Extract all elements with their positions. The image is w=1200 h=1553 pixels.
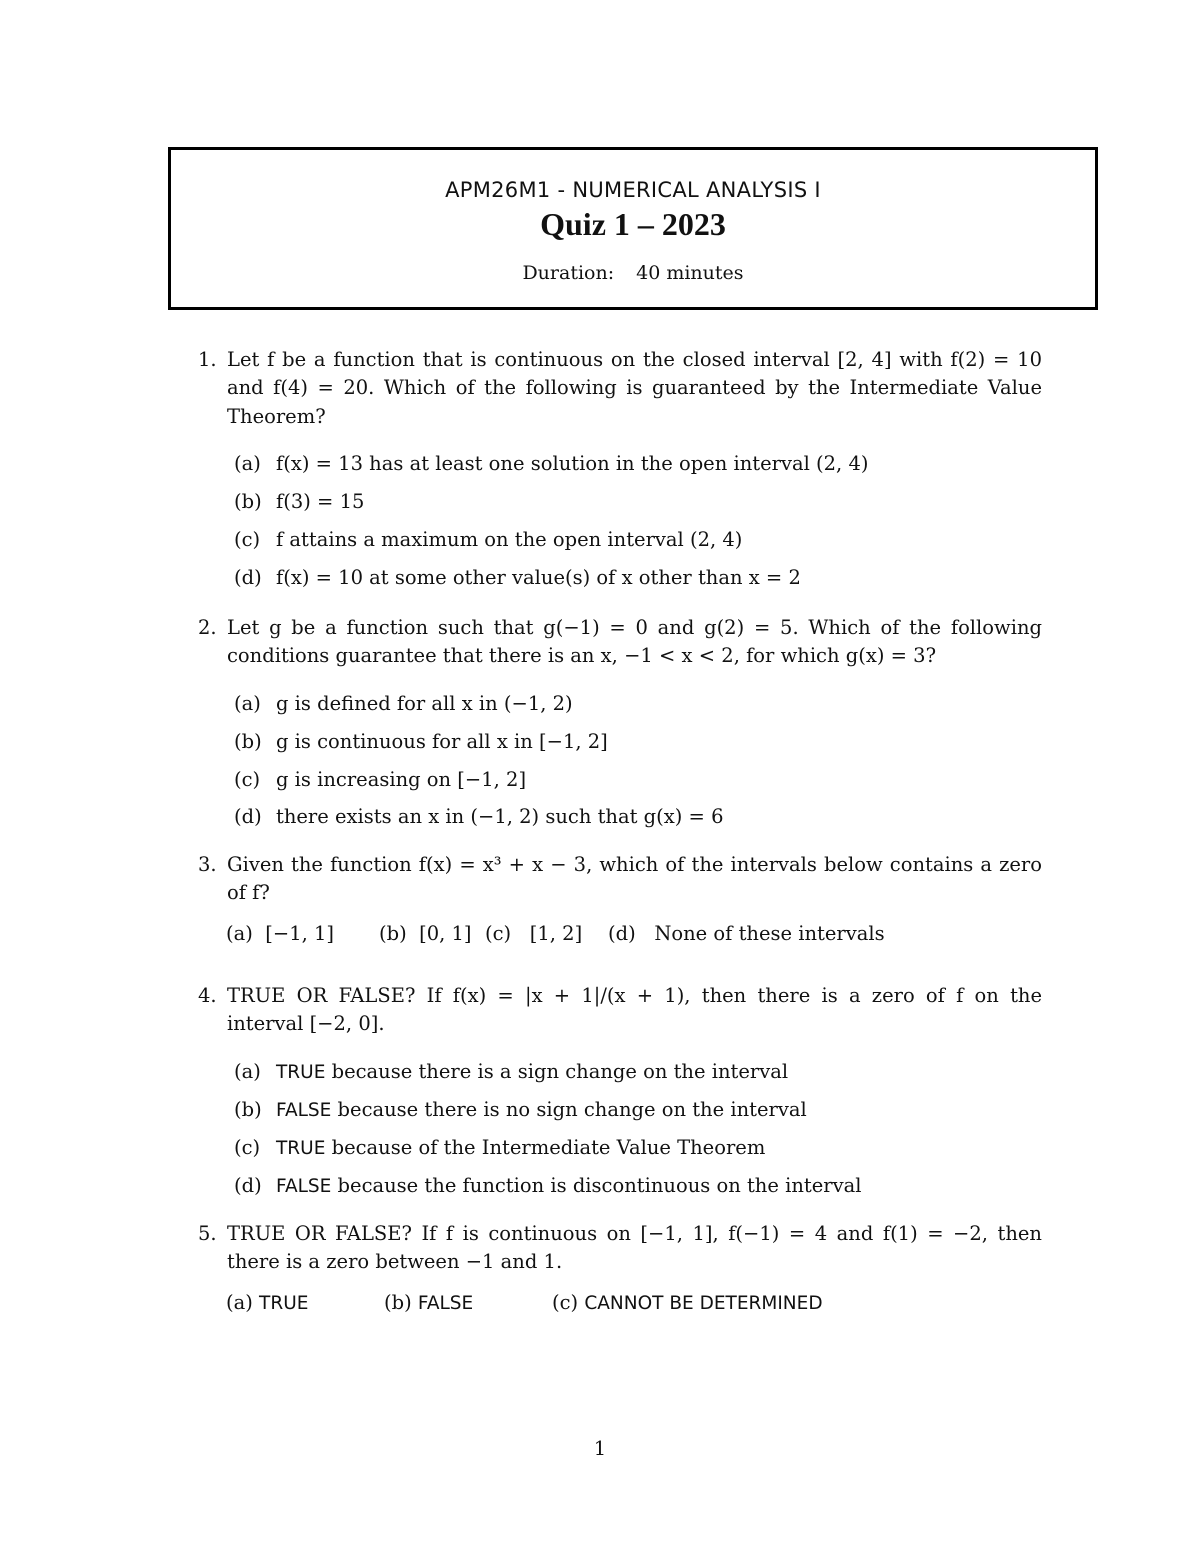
option-label: (d)	[234, 566, 262, 589]
option-a	[234, 1058, 788, 1087]
option-label: (a)	[226, 922, 253, 945]
option-text: None of these intervals	[654, 922, 885, 945]
option-label: (b)	[234, 730, 262, 753]
question-number: 3.	[198, 853, 217, 876]
option-text: because there is no sign change on the interval	[337, 1098, 807, 1121]
question-number: 2.	[198, 616, 217, 639]
question-text-line: conditions guarantee that there is an x, −1 < x < 2, for which g(x) = 3?	[227, 644, 937, 667]
option-keyword: TRUE	[276, 1062, 326, 1083]
option-text: there exists an x in (−1, 2) such that g(x) = 6	[276, 805, 724, 828]
option-a	[226, 920, 379, 949]
page-number: 1	[593, 1437, 607, 1460]
option-label: (b)	[384, 1291, 412, 1314]
option-keyword: FALSE	[276, 1176, 332, 1197]
question-number: 5.	[198, 1222, 217, 1245]
option-text: [1, 2]	[529, 922, 583, 945]
option-keyword: TRUE	[276, 1138, 326, 1159]
option-b	[384, 1289, 552, 1319]
option-c	[485, 920, 608, 949]
question-number: 4.	[198, 984, 217, 1007]
option-c	[234, 1134, 765, 1163]
question-text-line: TRUE OR FALSE? If f(x) = |x + 1|/(x + 1), then there is a zero of f on the	[227, 984, 1042, 1007]
option-label: (a)	[234, 452, 261, 475]
option-label: (d)	[234, 1174, 262, 1197]
option-text: because the function is discontinuous on the interval	[337, 1174, 862, 1197]
quiz-title: Quiz 1 – 2023	[540, 206, 726, 242]
quiz-header-box	[168, 147, 1098, 310]
option-a	[234, 690, 573, 718]
option-text: f(x) = 10 at some other value(s) of x other than x = 2	[276, 566, 801, 589]
question-text-line: Given the function f(x) = x³ + x − 3, which of the intervals below contains a zero	[227, 853, 1042, 876]
duration-value: 40 minutes	[636, 262, 744, 284]
option-d	[608, 920, 885, 949]
option-label: (a)	[234, 692, 261, 715]
option-label: (c)	[485, 922, 512, 945]
question-text-line: Let f be a function that is continuous on the closed interval [2, 4] with f(2) = 10	[227, 348, 1042, 371]
course-title: APM26M1 - NUMERICAL ANALYSIS I	[445, 178, 821, 202]
option-d	[234, 564, 801, 592]
option-label: (d)	[234, 805, 262, 828]
option-label: (b)	[234, 490, 262, 513]
question-text-line: and f(4) = 20. Which of the following is guaranteed by the Intermediate Value	[227, 376, 1042, 399]
option-text: g is increasing on [−1, 2]	[276, 768, 527, 791]
option-label: (c)	[234, 528, 261, 551]
option-a	[234, 450, 868, 478]
option-d	[234, 1172, 861, 1201]
option-label: (c)	[234, 1136, 261, 1159]
option-c	[234, 526, 742, 554]
option-label: (b)	[379, 922, 407, 945]
option-text: [−1, 1]	[265, 922, 335, 945]
question-text-line: Let g be a function such that g(−1) = 0 and g(2) = 5. Which of the following	[227, 616, 1042, 639]
inline-options	[226, 1289, 823, 1319]
option-text: f(3) = 15	[276, 490, 365, 513]
option-label: (c)	[234, 768, 261, 791]
option-label: (a)	[226, 1291, 253, 1314]
option-text: CANNOT BE DETERMINED	[584, 1293, 823, 1314]
option-a	[226, 1289, 384, 1319]
option-text: because of the Intermediate Value Theorem	[331, 1136, 766, 1159]
option-c	[552, 1289, 823, 1319]
option-b	[234, 728, 608, 756]
option-label: (b)	[234, 1098, 262, 1121]
question-text-line: of f?	[227, 881, 270, 904]
option-text: g is continuous for all x in [−1, 2]	[276, 730, 608, 753]
option-c	[234, 766, 526, 794]
option-text: [0, 1]	[419, 922, 472, 945]
option-b	[234, 1096, 807, 1125]
question-text-line: TRUE OR FALSE? If f is continuous on [−1, 1], f(−1) = 4 and f(1) = −2, then	[227, 1222, 1042, 1245]
inline-options	[226, 920, 885, 949]
option-text: f attains a maximum on the open interval (2, 4)	[276, 528, 743, 551]
option-text: FALSE	[417, 1293, 474, 1314]
option-text: f(x) = 13 has at least one solution in the open interval (2, 4)	[276, 452, 869, 475]
option-b	[234, 488, 364, 516]
option-keyword: FALSE	[276, 1100, 332, 1121]
duration-label: Duration:	[522, 262, 615, 284]
question-text-line: there is a zero between −1 and 1.	[227, 1250, 563, 1273]
option-label: (a)	[234, 1060, 261, 1083]
option-text: g is defined for all x in (−1, 2)	[276, 692, 573, 715]
question-text-line: interval [−2, 0].	[227, 1012, 385, 1035]
option-d	[234, 803, 724, 831]
option-label: (d)	[608, 922, 636, 945]
duration	[171, 262, 1095, 284]
option-text: TRUE	[259, 1293, 309, 1314]
option-b	[379, 920, 485, 949]
question-text-line: Theorem?	[227, 405, 326, 428]
option-text: because there is a sign change on the interval	[331, 1060, 789, 1083]
question-number: 1.	[198, 348, 217, 371]
option-label: (c)	[552, 1291, 579, 1314]
